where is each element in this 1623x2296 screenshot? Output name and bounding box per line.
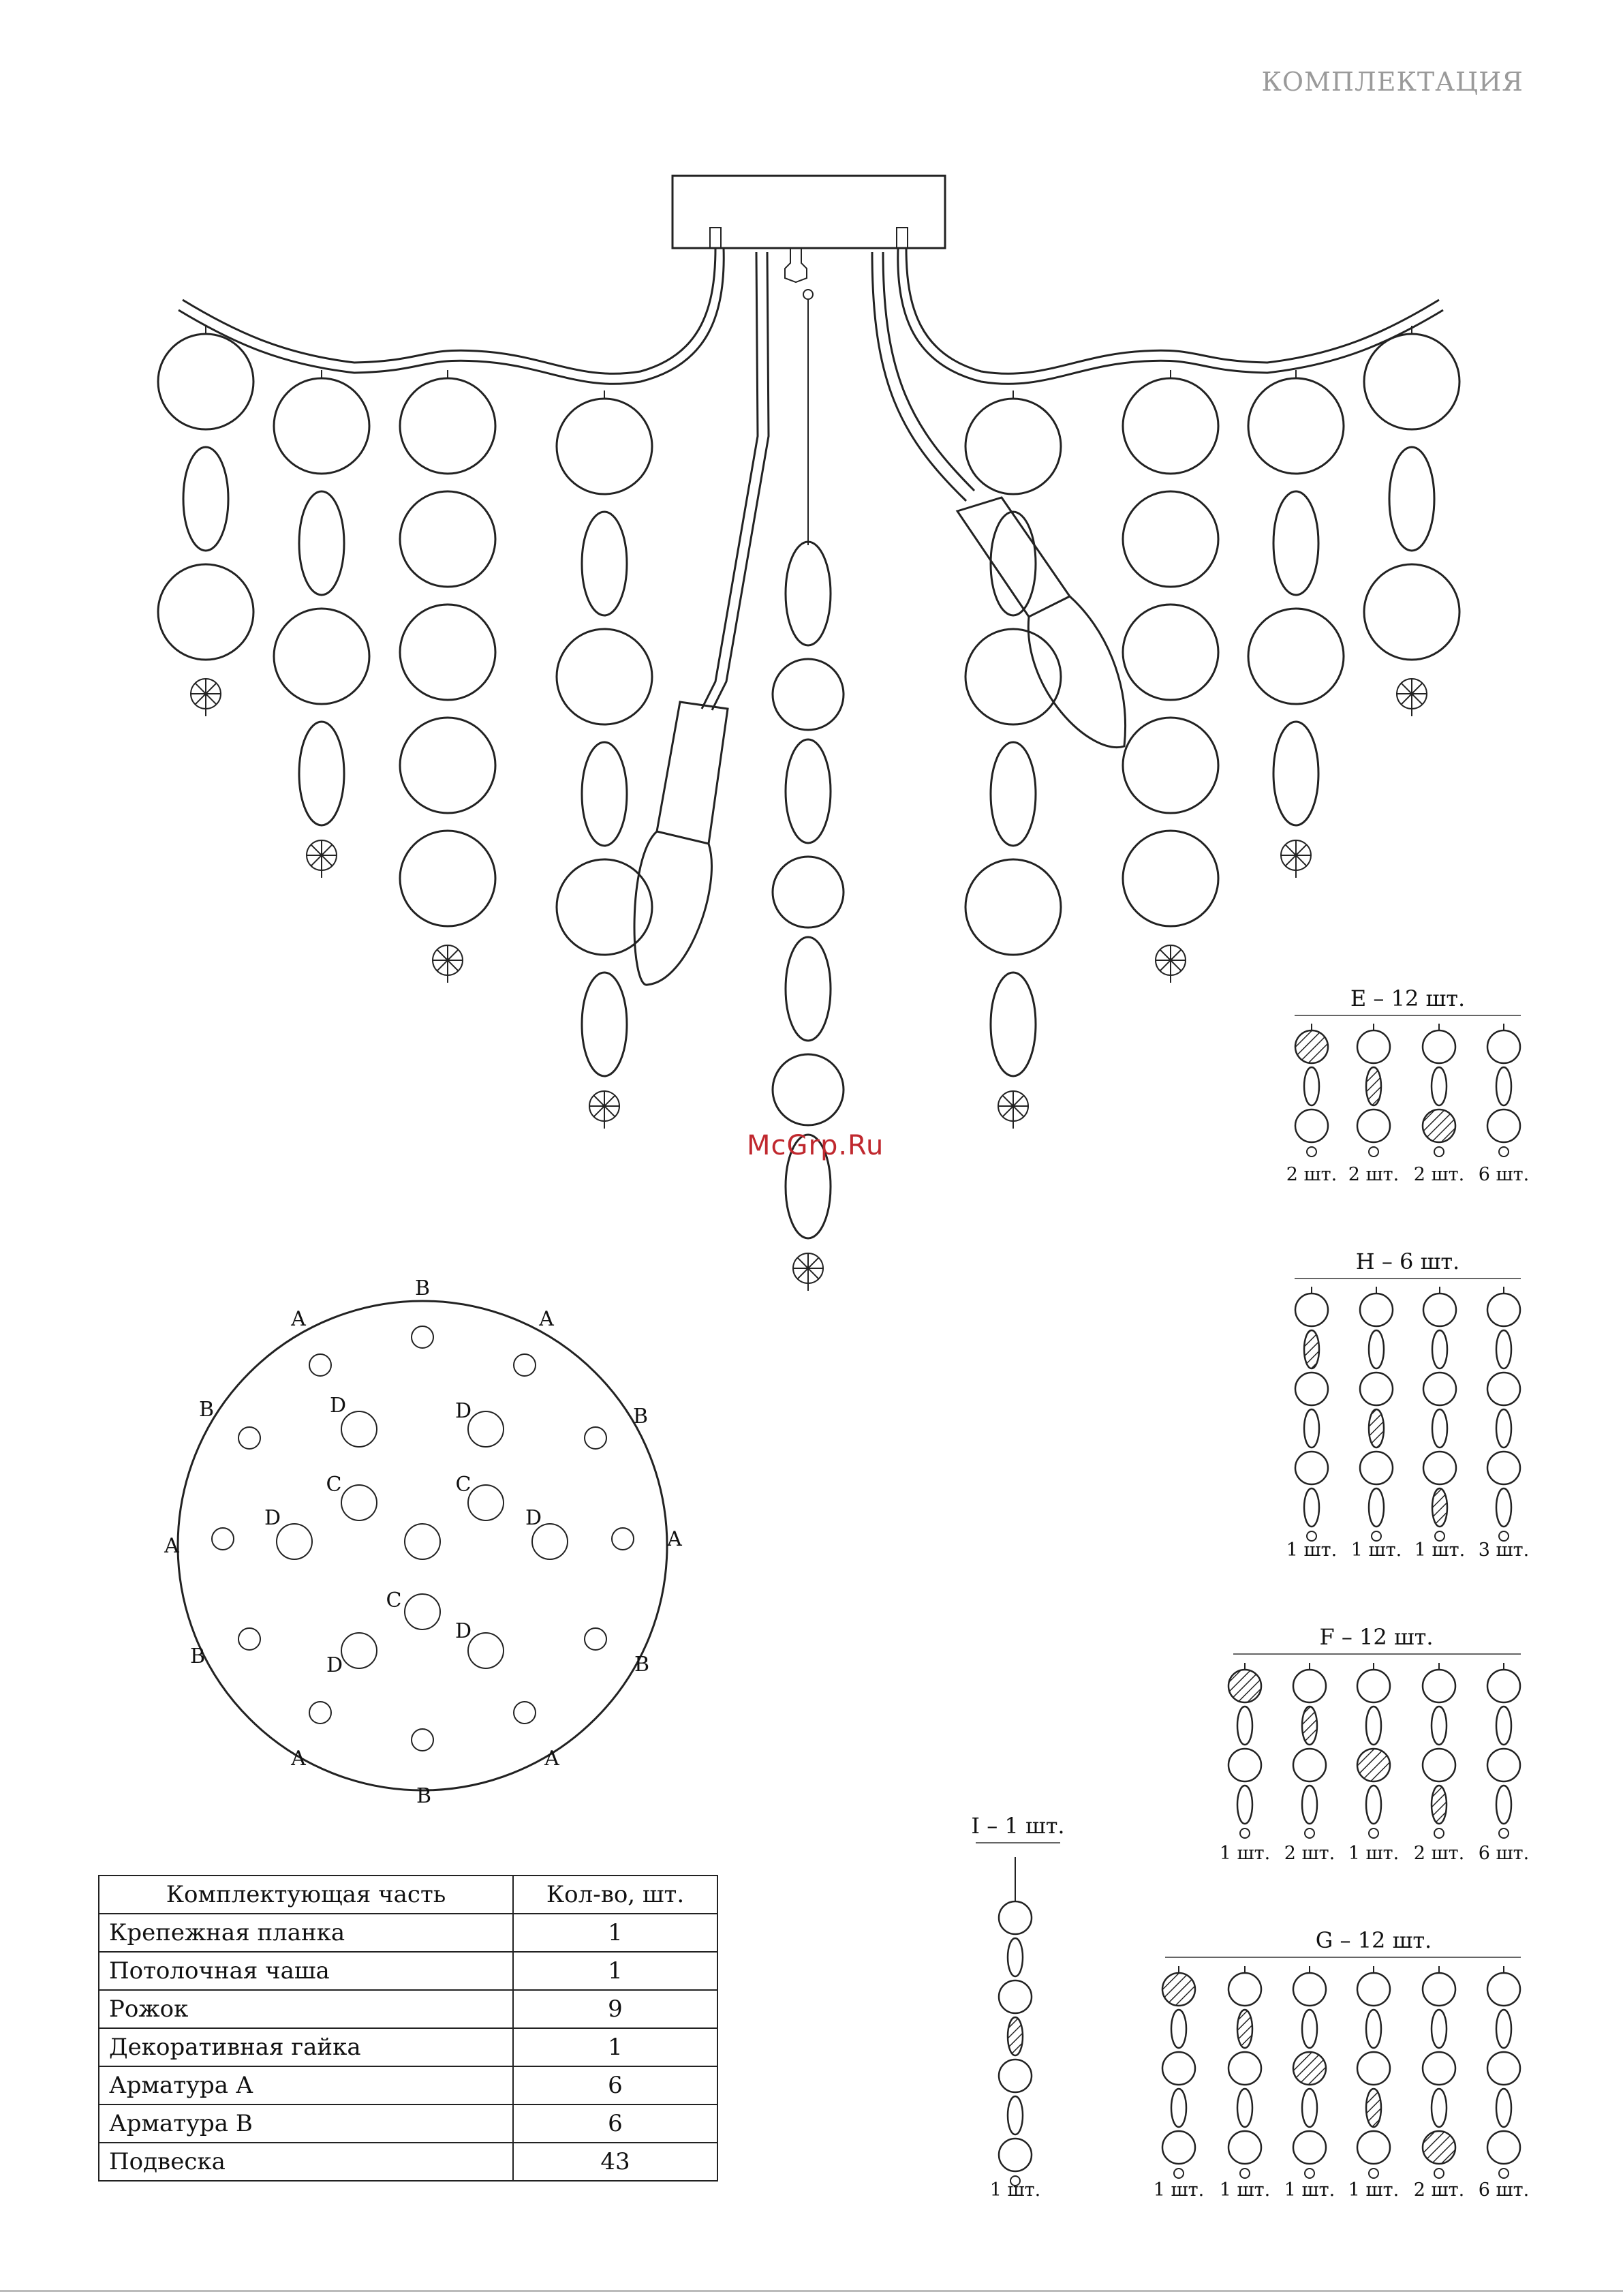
table-cell-part: Крепежная планка	[99, 1914, 513, 1952]
mini-strand	[1293, 1663, 1326, 1838]
plan-label: A	[539, 1307, 554, 1331]
crystal-bead-icon	[433, 945, 463, 983]
oval-link	[582, 742, 627, 846]
oval-link	[1366, 1067, 1381, 1105]
disc	[1360, 1373, 1393, 1405]
disc	[1357, 1030, 1390, 1063]
plan-label: D	[264, 1506, 281, 1530]
group-count: 1 шт.	[1284, 2179, 1335, 2201]
group-title: I – 1 шт.	[971, 1813, 1065, 1839]
oval-link	[1389, 447, 1434, 551]
mini-strand	[1357, 1663, 1390, 1838]
page-title: КОМПЛЕКТАЦИЯ	[1261, 67, 1524, 97]
disc	[1423, 1294, 1456, 1326]
table-header-part: Комплектующая часть	[99, 1876, 513, 1914]
page-bottom-rule	[0, 2290, 1623, 2292]
arm-hole	[238, 1427, 260, 1449]
arm-hole	[309, 1702, 331, 1724]
disc	[1357, 1973, 1390, 2006]
fixture-plan	[164, 1276, 682, 1808]
oval-link	[786, 542, 831, 645]
mini-strand	[999, 1895, 1032, 2186]
oval-link	[1496, 1409, 1511, 1448]
oval-link	[1432, 1706, 1447, 1745]
crystal-bead-icon	[793, 1253, 823, 1291]
group-title: E – 12 шт.	[1350, 985, 1466, 1011]
oval-link	[1171, 2010, 1186, 2048]
oval-link	[1496, 1786, 1511, 1824]
table-row	[99, 2104, 717, 2143]
watermark: McGrp.Ru	[747, 1130, 884, 1161]
disc	[1487, 1294, 1520, 1326]
plan-label: D	[454, 1399, 472, 1423]
plan-label: B	[416, 1784, 432, 1808]
oval-link	[1008, 2017, 1023, 2055]
arm-hole	[412, 1326, 433, 1348]
crystal-bead-icon	[998, 1091, 1028, 1129]
disc	[965, 399, 1061, 494]
mini-strand	[1228, 1966, 1261, 2178]
disc	[1364, 564, 1459, 660]
group-count: 1 шт.	[1414, 1540, 1466, 1561]
oval-link	[1273, 491, 1318, 595]
group-title: F – 12 шт.	[1319, 1624, 1434, 1650]
oval-link	[183, 447, 228, 551]
table-cell-part: Арматура В	[99, 2104, 513, 2143]
plan-label: B	[414, 1276, 431, 1300]
oval-link	[1304, 1067, 1319, 1105]
oval-link	[1008, 2096, 1023, 2134]
arm-hole	[585, 1427, 606, 1449]
pendant-hole	[341, 1633, 377, 1668]
crystal-bead-icon	[1240, 1828, 1250, 1838]
plan-label: A	[291, 1747, 306, 1771]
oval-link	[1432, 1067, 1447, 1105]
oval-link	[786, 739, 831, 843]
oval-link	[1432, 1488, 1447, 1527]
oval-link	[582, 512, 627, 615]
crystal-bead-icon	[1434, 1828, 1444, 1838]
disc	[1293, 2131, 1326, 2164]
oval-link	[1008, 1938, 1023, 1976]
oval-link	[1237, 1786, 1252, 1824]
table-cell-part: Потолочная чаша	[99, 1952, 513, 1990]
table-cell-qty: 1	[513, 1914, 717, 1952]
pendant-strand	[1248, 370, 1344, 878]
disc	[1293, 1973, 1326, 2006]
table-cell-part: Подвеска	[99, 2143, 513, 2181]
mini-strand	[1487, 1287, 1520, 1541]
pendant-strand	[557, 391, 652, 1129]
oval-link	[1496, 1067, 1511, 1105]
plan-label: B	[632, 1405, 649, 1428]
disc	[1293, 1670, 1326, 1702]
disc	[1357, 1109, 1390, 1142]
arm-hole	[238, 1628, 260, 1650]
table-row	[99, 1914, 717, 1952]
crystal-bead-icon	[1434, 1147, 1444, 1157]
oval-link	[1432, 1786, 1447, 1824]
crystal-bead-icon	[1307, 1147, 1316, 1157]
disc	[965, 859, 1061, 955]
oval-link	[1302, 2010, 1317, 2048]
oval-link	[299, 491, 344, 595]
disc	[999, 1901, 1032, 1934]
table-cell-qty: 6	[513, 2104, 717, 2143]
arm-hole	[514, 1702, 536, 1724]
group-count: 1 шт.	[1350, 1540, 1402, 1561]
crystal-bead-icon	[1499, 1147, 1509, 1157]
disc	[773, 1054, 844, 1125]
group-h	[1286, 1249, 1529, 1561]
oval-link	[1369, 1330, 1384, 1368]
pendant-groups	[971, 985, 1529, 2201]
table-cell-qty: 1	[513, 2028, 717, 2066]
disc	[1423, 2131, 1455, 2164]
mini-strand	[1360, 1287, 1393, 1541]
disc	[1123, 604, 1218, 700]
crystal-bead-icon	[1369, 2169, 1378, 2178]
group-count: 2 шт.	[1413, 1164, 1465, 1185]
disc	[557, 399, 652, 494]
pendant-hole	[341, 1411, 377, 1447]
oval-link	[1369, 1409, 1384, 1448]
disc	[1423, 1030, 1455, 1063]
disc	[557, 629, 652, 724]
group-f	[1220, 1624, 1529, 1864]
table-cell-qty: 9	[513, 1990, 717, 2028]
oval-link	[1432, 1330, 1447, 1368]
disc	[1228, 1973, 1261, 2006]
disc	[1295, 1452, 1328, 1484]
group-title: H – 6 шт.	[1355, 1249, 1460, 1274]
oval-link	[1237, 1706, 1252, 1745]
oval-link	[1237, 2010, 1252, 2048]
mini-strand	[1295, 1024, 1328, 1157]
oval-link	[299, 722, 344, 825]
disc	[400, 604, 495, 700]
mini-strand	[1357, 1966, 1390, 2178]
disc	[965, 629, 1061, 724]
oval-link	[1366, 1786, 1381, 1824]
arm-hole	[412, 1729, 433, 1751]
disc	[1295, 1030, 1328, 1063]
disc	[1162, 2131, 1195, 2164]
disc	[1123, 831, 1218, 926]
oval-link	[1432, 1409, 1447, 1448]
plan-label: C	[386, 1589, 402, 1612]
disc	[1295, 1294, 1328, 1326]
oval-link	[1302, 1706, 1317, 1745]
table-cell-qty: 6	[513, 2066, 717, 2104]
plan-label: D	[525, 1506, 542, 1530]
mini-strand	[1295, 1287, 1328, 1541]
pendant-strand	[1364, 326, 1459, 716]
ceiling-bowl-outline	[178, 1301, 667, 1790]
crystal-bead-icon	[1499, 1828, 1509, 1838]
crystal-bead-icon	[1499, 2169, 1509, 2178]
disc	[1423, 1973, 1455, 2006]
plan-label: B	[198, 1398, 215, 1422]
disc	[999, 2060, 1032, 2092]
mini-strand	[1423, 1024, 1455, 1157]
group-count: 3 шт.	[1478, 1540, 1530, 1561]
group-count: 2 шт.	[1286, 1164, 1338, 1185]
disc	[274, 378, 369, 474]
group-i	[971, 1813, 1064, 2201]
group-title: G – 12 шт.	[1315, 1927, 1432, 1953]
table-cell-part: Декоративная гайка	[99, 2028, 513, 2066]
oval-link	[582, 973, 627, 1076]
disc	[1360, 1452, 1393, 1484]
pendant-hole	[468, 1411, 504, 1447]
oval-link	[1304, 1330, 1319, 1368]
oval-link	[1237, 2089, 1252, 2127]
disc	[1162, 1973, 1195, 2006]
group-count: 1 шт.	[1219, 2179, 1271, 2201]
plan-label: B	[634, 1653, 650, 1677]
arm-hole	[612, 1528, 634, 1550]
group-count: 1 шт.	[1153, 2179, 1205, 2201]
pendant-strand	[274, 370, 369, 878]
pendant-strand	[158, 326, 253, 716]
disc	[773, 659, 844, 730]
disc	[1487, 1030, 1520, 1063]
table-cell-qty: 43	[513, 2143, 717, 2181]
pendant-hole	[341, 1485, 377, 1520]
disc	[999, 2139, 1032, 2171]
plan-label: D	[326, 1653, 343, 1677]
disc	[1423, 1452, 1456, 1484]
disc	[1423, 2052, 1455, 2085]
disc	[158, 334, 253, 429]
crystal-bead-icon	[1397, 679, 1427, 716]
oval-link	[1366, 2089, 1381, 2127]
crystal-bead-icon	[1369, 1147, 1378, 1157]
plan-label: A	[291, 1307, 306, 1331]
crystal-bead-icon	[191, 679, 221, 716]
crystal-bead-icon	[589, 1091, 619, 1129]
pendant-strand	[965, 391, 1061, 1129]
disc	[1487, 2052, 1520, 2085]
disc	[1228, 1670, 1261, 1702]
crystal-bead-icon	[1369, 1828, 1378, 1838]
disc	[1357, 1670, 1390, 1702]
plan-label: D	[329, 1394, 347, 1418]
oval-link	[1171, 2089, 1186, 2127]
mini-strand	[1293, 1966, 1326, 2178]
plan-label: C	[326, 1473, 342, 1497]
table-header-qty: Кол-во, шт.	[513, 1876, 717, 1914]
disc	[1248, 609, 1344, 704]
group-count: 2 шт.	[1348, 1164, 1400, 1185]
disc	[1123, 718, 1218, 813]
plan-label: A	[667, 1527, 682, 1551]
pendant-strand	[400, 370, 495, 983]
pendant-hole	[405, 1594, 440, 1629]
disc	[1228, 2052, 1261, 2085]
group-count: 2 шт.	[1284, 1843, 1335, 1864]
group-g	[1154, 1927, 1529, 2201]
disc	[1423, 1749, 1455, 1781]
oval-link	[991, 512, 1036, 615]
crystal-bead-icon	[1281, 840, 1311, 878]
disc	[1487, 1670, 1520, 1702]
disc	[1228, 1749, 1261, 1781]
disc	[1123, 491, 1218, 587]
table-row	[99, 1990, 717, 2028]
crystal-bead-icon	[1240, 2169, 1250, 2178]
plan-label: D	[454, 1619, 472, 1643]
oval-link	[1496, 1330, 1511, 1368]
mini-strand	[1423, 1966, 1455, 2178]
group-count: 1 шт.	[989, 2179, 1041, 2201]
mini-strand	[1487, 1966, 1520, 2178]
group-count: 6 шт.	[1478, 1843, 1530, 1864]
disc	[1364, 334, 1459, 429]
mini-strand	[1487, 1663, 1520, 1838]
disc	[1423, 1109, 1455, 1142]
disc	[1487, 1749, 1520, 1781]
disc	[1357, 2131, 1390, 2164]
disc	[1487, 2131, 1520, 2164]
disc	[400, 831, 495, 926]
disc	[1295, 1109, 1328, 1142]
oval-link	[786, 937, 831, 1041]
oval-link	[991, 742, 1036, 846]
arm-hole	[514, 1354, 536, 1376]
disc	[1295, 1373, 1328, 1405]
mini-strand	[1357, 1024, 1390, 1157]
mini-strand	[1228, 1663, 1261, 1838]
pendant-strand	[773, 534, 844, 1291]
disc	[773, 857, 844, 928]
table-cell-part: Рожок	[99, 1990, 513, 2028]
crystal-bead-icon	[1434, 2169, 1444, 2178]
oval-link	[1302, 2089, 1317, 2127]
disc	[999, 1980, 1032, 2013]
mini-strand	[1487, 1024, 1520, 1157]
plan-label: A	[544, 1747, 559, 1771]
group-count: 1 шт.	[1348, 1843, 1400, 1864]
crystal-bead-icon	[1305, 1828, 1314, 1838]
disc	[1357, 1749, 1390, 1781]
pendant-hole	[468, 1633, 504, 1668]
group-count: 2 шт.	[1413, 2179, 1465, 2201]
table-header-row	[99, 1876, 717, 1914]
crystal-bead-icon	[1174, 2169, 1184, 2178]
disc	[1487, 1109, 1520, 1142]
disc	[1248, 378, 1344, 474]
oval-link	[1496, 1706, 1511, 1745]
disc	[274, 609, 369, 704]
arm-hole	[309, 1354, 331, 1376]
mini-strand	[1423, 1663, 1455, 1838]
table-cell-part: Арматура А	[99, 2066, 513, 2104]
oval-link	[1496, 2010, 1511, 2048]
arm-hole	[585, 1628, 606, 1650]
disc	[1423, 1373, 1456, 1405]
disc	[1123, 378, 1218, 474]
group-count: 6 шт.	[1478, 2179, 1530, 2201]
disc	[1487, 1373, 1520, 1405]
plan-label: C	[455, 1473, 472, 1497]
oval-link	[1432, 2010, 1447, 2048]
table-row	[99, 2066, 717, 2104]
oval-link	[991, 973, 1036, 1076]
disc	[1293, 2052, 1326, 2085]
table-cell-qty: 1	[513, 1952, 717, 1990]
group-e	[1286, 985, 1529, 1185]
disc	[1423, 1670, 1455, 1702]
disc	[557, 859, 652, 955]
oval-link	[1366, 2010, 1381, 2048]
disc	[1360, 1294, 1393, 1326]
disc	[158, 564, 253, 660]
group-count: 6 шт.	[1478, 1164, 1530, 1185]
pendant-hole	[277, 1524, 312, 1559]
arm-hole	[212, 1528, 234, 1550]
mini-strand	[1423, 1287, 1456, 1541]
chandelier-arms	[179, 248, 1443, 985]
disc	[1487, 1973, 1520, 2006]
disc	[400, 718, 495, 813]
disc	[1487, 1452, 1520, 1484]
plan-label: B	[189, 1644, 206, 1668]
oval-link	[1369, 1488, 1384, 1527]
crystal-bead-icon	[1305, 2169, 1314, 2178]
oval-link	[1273, 722, 1318, 825]
pendant-strand	[1123, 370, 1218, 983]
crystal-bead-icon	[1156, 945, 1186, 983]
oval-link	[1304, 1488, 1319, 1527]
plan-label: A	[164, 1534, 179, 1558]
pendant-hole	[468, 1485, 504, 1520]
group-count: 2 шт.	[1413, 1843, 1465, 1864]
disc	[1293, 1749, 1326, 1781]
mini-strand	[1162, 1966, 1195, 2178]
disc	[1162, 2052, 1195, 2085]
disc	[1228, 2131, 1261, 2164]
table-row	[99, 2143, 717, 2181]
disc	[400, 378, 495, 474]
pendant-hole	[405, 1524, 440, 1559]
table-row	[99, 1952, 717, 1990]
oval-link	[1302, 1786, 1317, 1824]
oval-link	[1496, 2089, 1511, 2127]
oval-link	[1496, 1488, 1511, 1527]
group-count: 1 шт.	[1219, 1843, 1271, 1864]
table-row	[99, 2028, 717, 2066]
oval-link	[1366, 1706, 1381, 1745]
crystal-bead-icon	[307, 840, 337, 878]
oval-link	[1432, 2089, 1447, 2127]
parts-table	[98, 1875, 718, 2182]
group-count: 1 шт.	[1286, 1540, 1338, 1561]
disc	[400, 491, 495, 587]
group-count: 1 шт.	[1348, 2179, 1400, 2201]
disc	[1357, 2052, 1390, 2085]
oval-link	[1304, 1409, 1319, 1448]
